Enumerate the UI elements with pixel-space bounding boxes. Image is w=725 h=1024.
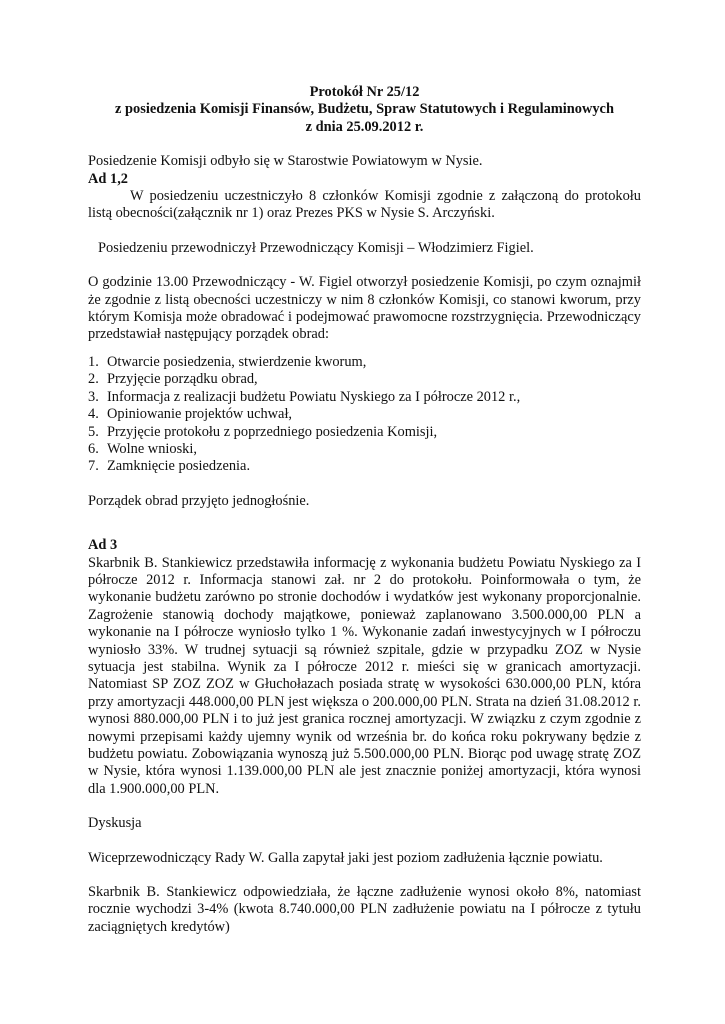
chair-paragraph: Posiedzeniu przewodniczył Przewodniczący Komisji – Włodzimierz Figiel. — [98, 239, 534, 256]
list-item: 2. Przyjęcie porządku obrad, — [88, 371, 258, 388]
list-item: 7. Zamknięcie posiedzenia. — [88, 458, 251, 475]
list-item: 1. Otwarcie posiedzenia, stwierdzenie kworum, — [88, 353, 367, 370]
list-item: 4. Opiniowanie projektów uchwał, — [88, 406, 293, 423]
agenda-accepted: Porządek obrad przyjęto jednogłośnie. — [88, 492, 310, 509]
section-heading-ad3: Ad 3 — [88, 537, 118, 554]
list-item: 5. Przyjęcie protokołu z poprzedniego posiedzenia Komisji, — [88, 423, 438, 440]
intro-paragraph: Posiedzenie Komisji odbyło się w Starostwie Powiatowym w Nysie. — [88, 153, 483, 170]
list-item: 6. Wolne wnioski, — [88, 440, 197, 457]
answer-paragraph: Skarbnik B. Stankiewicz odpowiedziała, że łączne zadłużenie wynosi około 8%, natomiast rocznie wychodzi 3-4% (kwota 8.740.000,00 PLN zadłużenie powiatu na I półrocze z tytułu zaciągniętych kredytów) — [88, 884, 641, 935]
list-item: 3. Informacja z realizacji budżetu Powiatu Nyskiego za I półrocze 2012 r., — [88, 388, 521, 405]
discussion-heading: Dyskusja — [88, 815, 142, 832]
agenda-list — [88, 354, 641, 476]
question-paragraph: Wiceprzewodniczący Rady W. Galla zapytał jaki jest poziom zadłużenia łącznie powiatu. — [88, 849, 603, 866]
document-title — [88, 84, 641, 136]
budget-report-paragraph: Skarbnik B. Stankiewicz przedstawiła informację z wykonania budżetu Powiatu Nyskiego za I półrocze 2012 r. Informacja stanowi zał. nr 2 do protokołu. Poinformowała o tym, że wykonanie budżetu zarówno po stronie dochodów i wydatków jest wykonany proporcjonalnie. Zagrożenie stanowią dochody majątkowe, ponieważ zaplanowano 3.500.000,00 PLN a wykonanie na I półrocze wyniosło tylko 1 %. Wykonanie zadań inwestycyjnych w I półroczu wyniosło 33%. W trudnej sytuacji są również szpitale, gdzie w przypadku ZOZ w Nysie sytuacja jest stabilna. Wynik za I półrocze 2012 r. mieści się w granicach amortyzacji. Natomiast SP ZOZ ZOZ w Głuchołazach posiada stratę w wysokości 630.000,00 PLN, która przy amortyzacji 448.000,00 PLN jest większa o 200.000,00 PLN. Strata na dzień 31.08.2012 r. wynosi 880.000,00 PLN i to już jest granica rocznej amortyzacji. W związku z czym zgodnie z nowymi przepisami każdy ujemny wynik od września br. do końca roku pokrywany będzie z budżetu powiatu. Zobowiązania wynoszą już 5.500.000,00 PLN. Biorąc pod uwagę stratę ZOZ w Nysie, która wynosi 1.139.000,00 PLN ale jest znacznie poniżej amortyzacji, która wynosi dla 1.900.000,00 PLN. — [88, 554, 641, 797]
protocol-subtitle: z posiedzenia Komisji Finansów, Budżetu, Spraw Statutowych i Regulaminowych — [115, 101, 614, 118]
document-page — [88, 84, 641, 936]
protocol-date: z dnia 25.09.2012 r. — [305, 118, 424, 135]
protocol-number: Protokół Nr 25/12 — [309, 84, 420, 100]
section-heading-ad12: Ad 1,2 — [88, 170, 128, 187]
attendance-paragraph: W posiedzeniu uczestniczyło 8 członków Komisji zgodnie z załączoną do protokołu listą obecności(załącznik nr 1) oraz Prezes PKS w Nysie S. Arczyński. — [88, 188, 641, 222]
opening-paragraph: O godzinie 13.00 Przewodniczący - W. Figiel otworzył posiedzenie Komisji, po czym oznajmił że zgodnie z listą obecności uczestniczy w nim 8 członków Komisji, co stanowi kworum, przy którym Komisja może obradować i podejmować prawomocne rozstrzygnięcia. Przewodniczący przedstawiał następujący porządek obrad: — [88, 274, 641, 343]
